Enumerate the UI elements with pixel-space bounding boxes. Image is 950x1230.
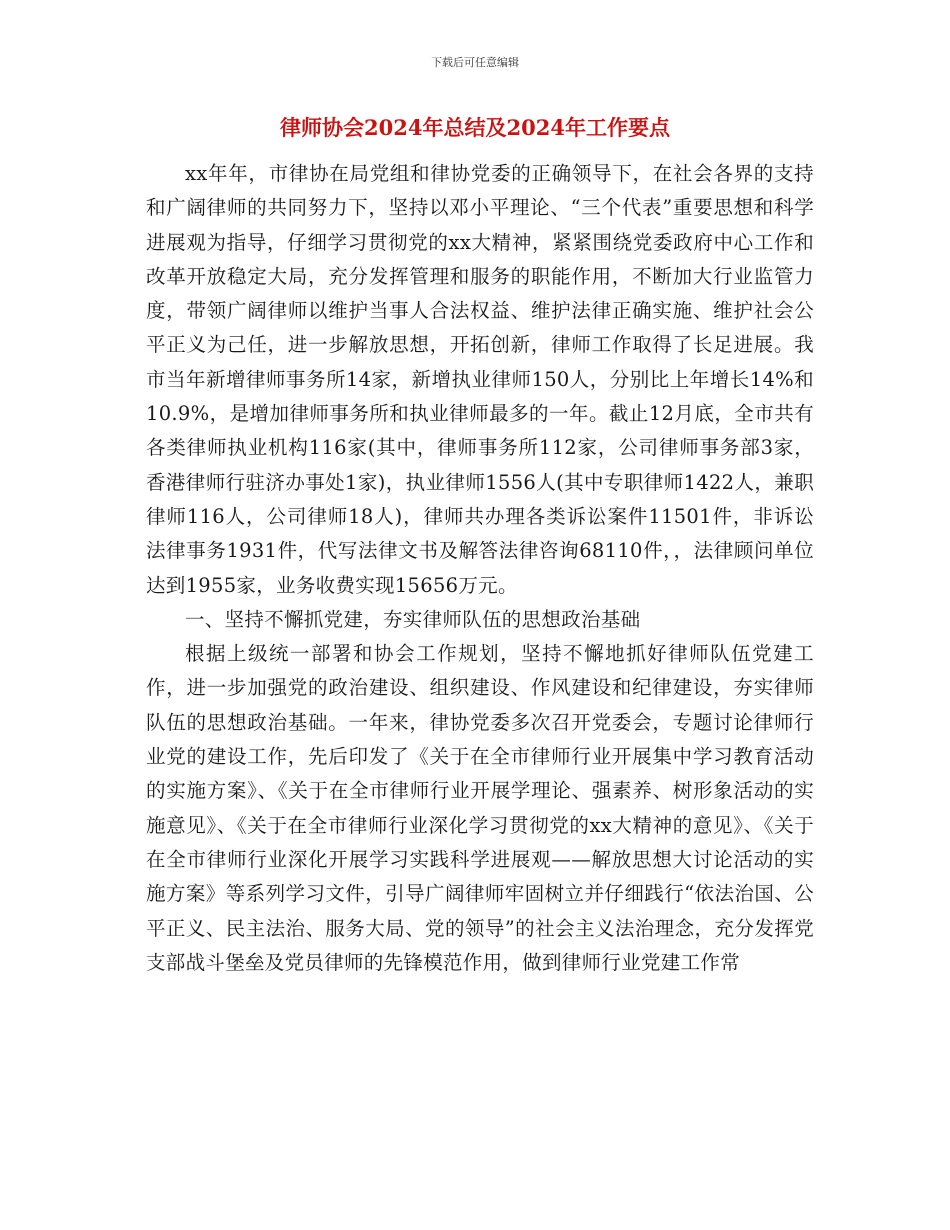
document-title: 律师协会2024年总结及2024年工作要点 bbox=[280, 115, 670, 140]
header-note: 下载后可任意编辑 bbox=[431, 56, 519, 69]
document-body bbox=[146, 157, 814, 980]
section-heading-1: 一、坚持不懈抓党建，夯实律师队伍的思想政治基础 bbox=[185, 607, 641, 631]
paragraph-intro: xx年年，市律协在局党组和律协党委的正确领导下，在社会各界的支持和广阔律师的共同努力下，坚持以邓小平理论、“三个代表”重要思想和科学进展观为指导，仔细学习贯彻党的xx大精神，紧紧围绕党委政府中心工作和改革开放稳定大局，充分发挥管理和服务的职能作用，不断加大行业监管力度，带领广阔律师以维护当事人合法权益、维护法律正确实施、维护社会公平正义为己任，进一步解放思想，开拓创新，律师工作取得了长足进展。我市当年新增律师事务所14家，新增执业律师150人，分别比上年增长14%和10.9%，是增加律师事务所和执业律师最多的一年。截止12月底，全市共有各类律师执业机构116家(其中，律师事务所112家，公司律师事务部3家，香港律师行驻济办事处1家)，执业律师1556人(其中专职律师1422人，兼职律师116人，公司律师18人)，律师共办理各类诉讼案件11501件，非诉讼法律事务1931件，代写法律文书及解答法律咨询68110件，，法律顾问单位达到1955家，业务收费实现15656万元。 bbox=[146, 162, 814, 597]
paragraph-party-building: 根据上级统一部署和协会工作规划，坚持不懈地抓好律师队伍党建工作，进一步加强党的政治建设、组织建设、作风建设和纪律建设，夯实律师队伍的思想政治基础。一年来，律协党委多次召开党委会，专题讨论律师行业党的建设工作，先后印发了《关于在全市律师行业开展集中学习教育活动的实施方案》、《关于在全市律师行业开展学理论、强素养、树形象活动的实施意见》、《关于在全市律师行业深化学习贯彻党的xx大精神的意见》、《关于在全市律师行业深化开展学习实践科学进展观——解放思想大讨论活动的实施方案》等系列学习文件，引导广阔律师牢固树立并仔细践行“依法治国、公平正义、民主法治、服务大局、党的领导”的社会主义法治理念，充分发挥党支部战斗堡垒及党员律师的先锋模范作用，做到律师行业党建工作常 bbox=[146, 642, 814, 974]
